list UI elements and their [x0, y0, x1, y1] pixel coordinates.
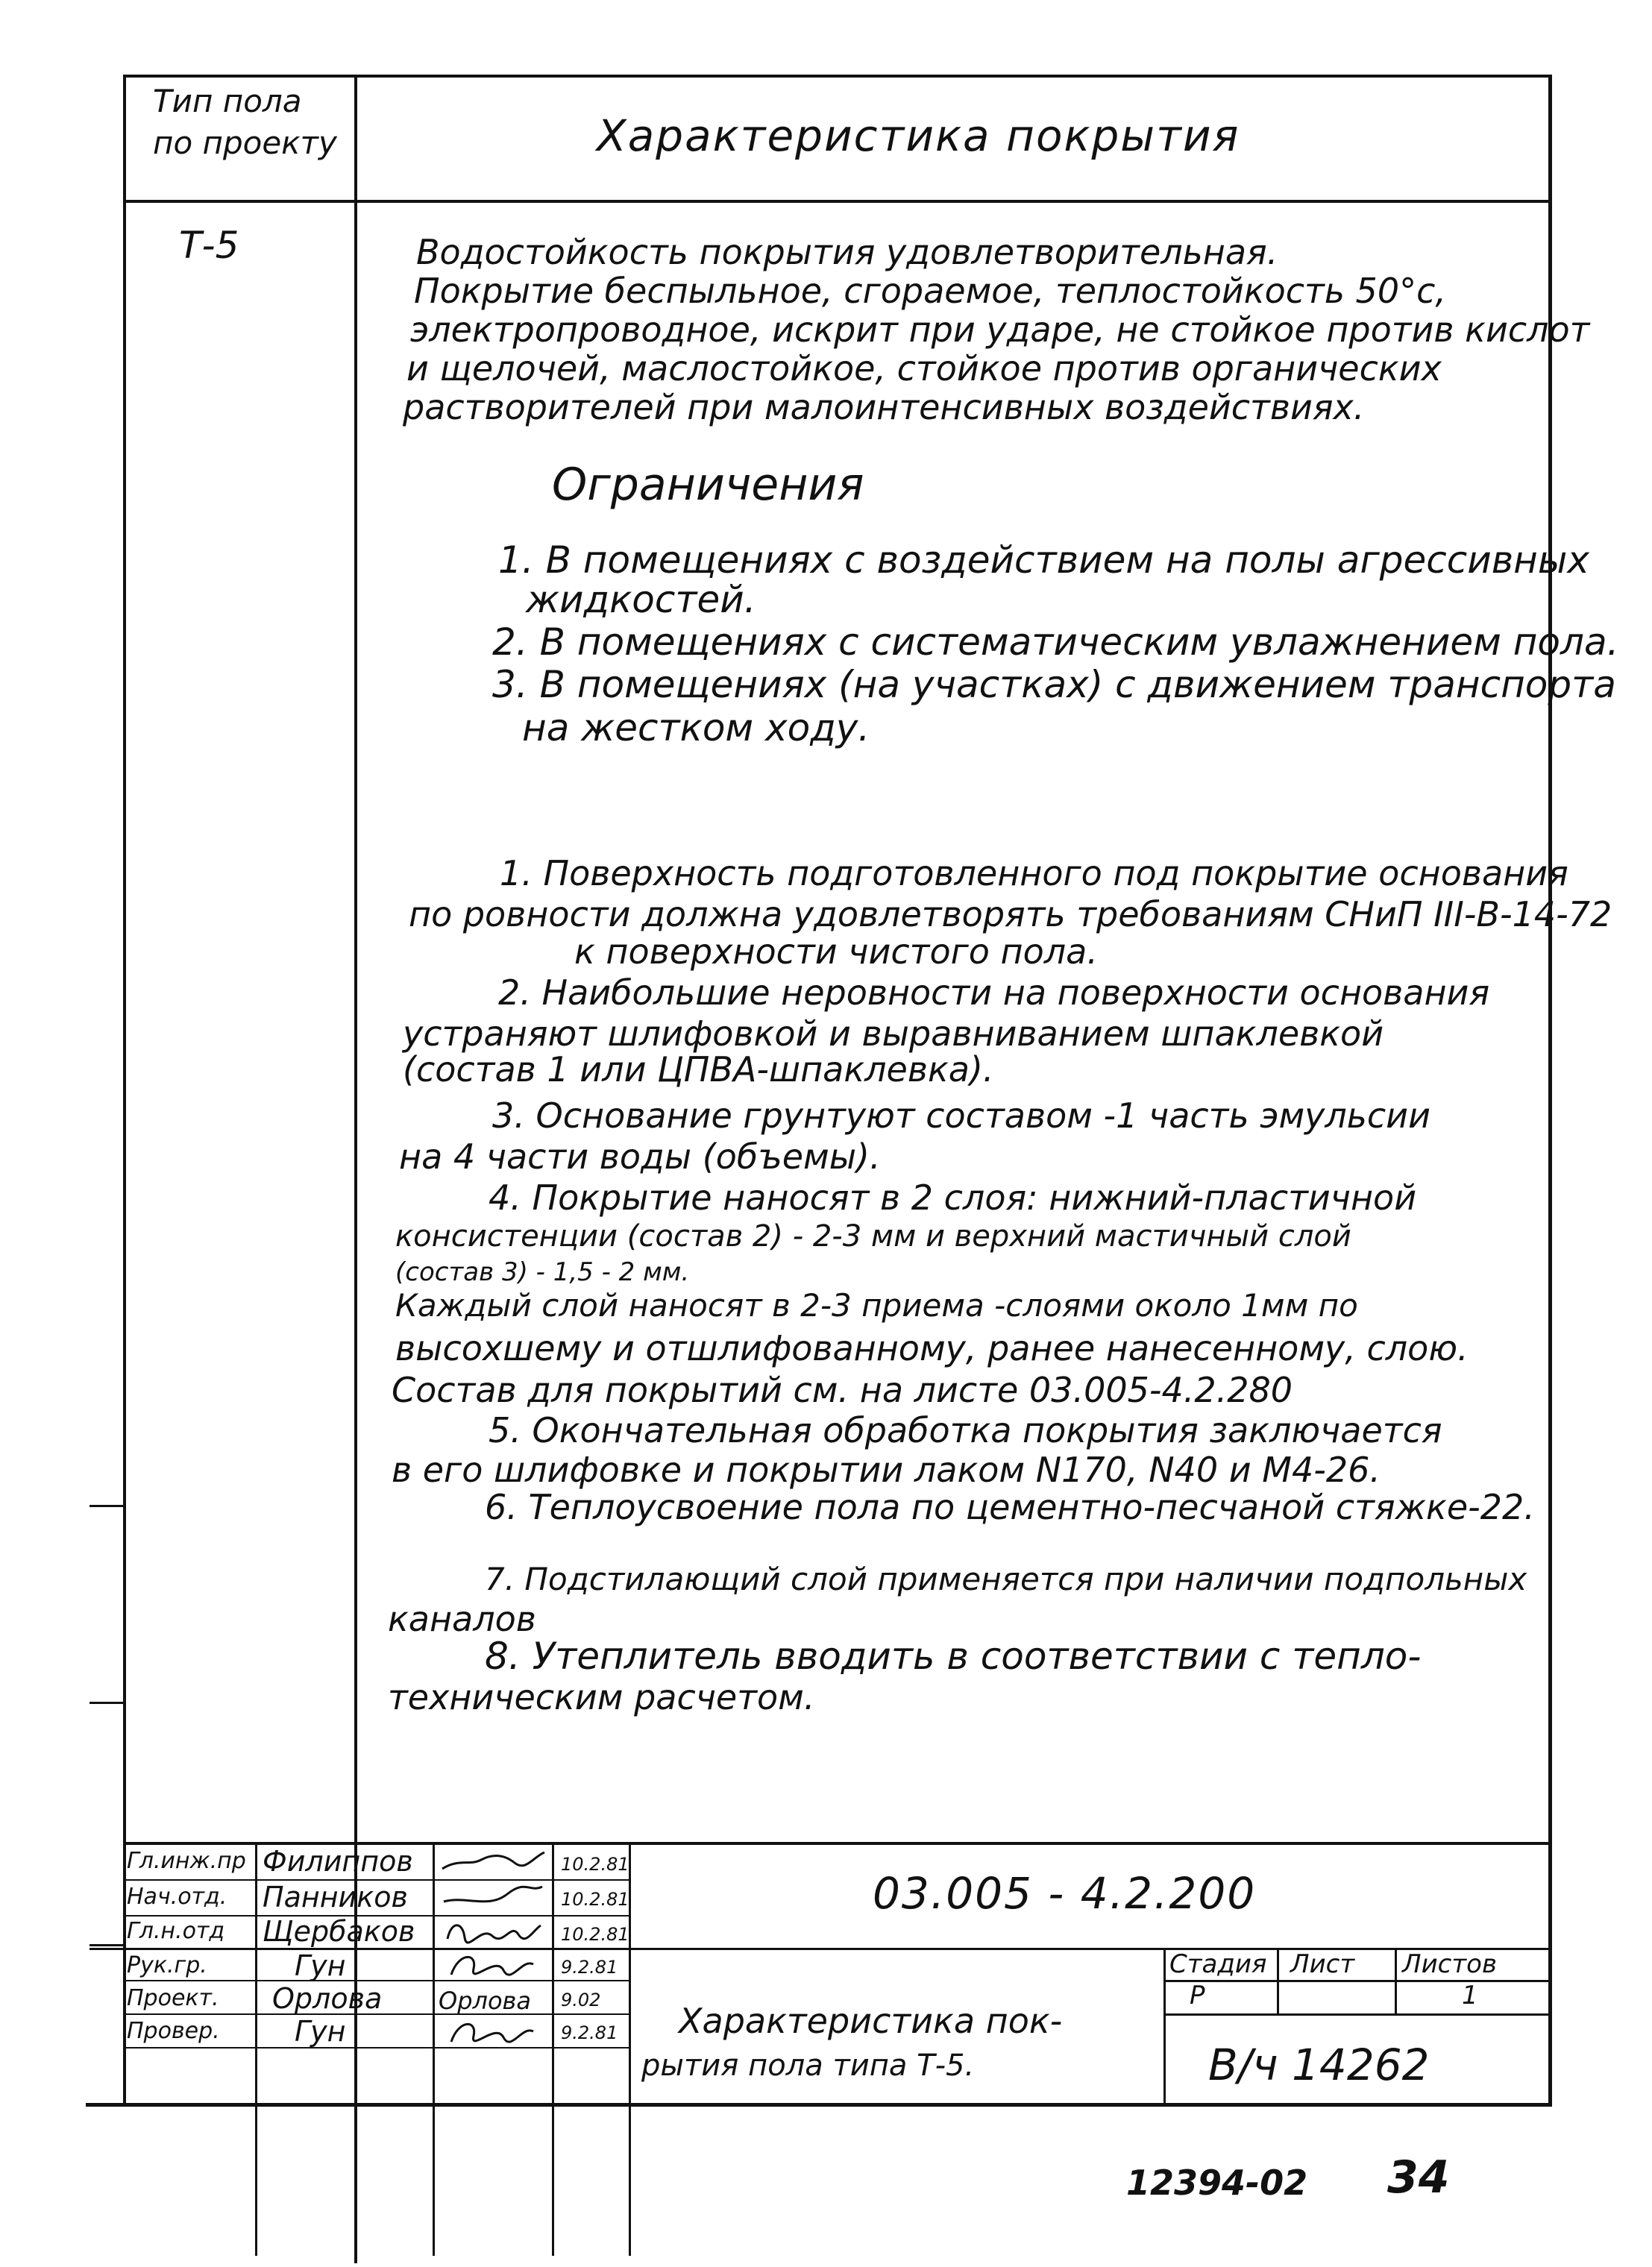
margin-tick [89, 1505, 125, 1507]
stamp-row-line [123, 1980, 630, 1981]
header-type-line1: Тип пола [153, 83, 302, 119]
signature [436, 1915, 548, 1948]
stamp-col-line [552, 1842, 554, 2256]
note-line: высохшему и отшлифованному, ранее нанесенному, слою. [395, 1328, 1469, 1368]
description-line: Покрытие беспыльное, сгораемое, теплостойкость 50°с, [414, 271, 1446, 311]
description-line: электропроводное, искрит при ударе, не стойкое против кислот [410, 309, 1590, 350]
stamp-name: Панников [263, 1881, 408, 1914]
signature [436, 1843, 548, 1878]
note-line: по ровности должна удовлетворять требованиям СНиП III-В-14-72 [409, 894, 1612, 934]
note-line: техническим расчетом. [388, 1677, 815, 1717]
stamp-col-line [255, 1842, 257, 2256]
signature [436, 1879, 548, 1914]
note-line: 4. Покрытие наносят в 2 слоя: нижний-пластичной [489, 1177, 1417, 1218]
note-line: Каждый слой наносят в 2-3 приема -слоями около 1мм по [395, 1287, 1358, 1324]
stamp-col-line [1395, 1948, 1397, 2015]
note-line: 5. Окончательная обработка покрытия заключается [489, 1410, 1442, 1450]
description-line: Водостойкость покрытия удовлетворительная. [416, 232, 1278, 272]
sheet-label: Лист [1290, 1949, 1355, 1979]
stamp-role: Рук.гр. [127, 1952, 207, 1978]
note-line: на 4 части воды (объемы). [399, 1136, 881, 1177]
stamp-date: 9.02 [561, 1990, 601, 2010]
archive-number: 12394-02 [1126, 2163, 1308, 2203]
stage-value: Р [1190, 1981, 1205, 2010]
restriction-item: 1. В помещениях с воздействием на полы агрессивных [498, 538, 1589, 582]
stamp-date: 9.2.81 [561, 2022, 618, 2043]
restriction-item: на жестком ходу. [522, 706, 870, 749]
stamp-col-line [1277, 1948, 1279, 2015]
restriction-item: 2. В помещениях с систематическим увлажнением пола. [492, 620, 1619, 664]
stamp-grid-line [1163, 1980, 1551, 1982]
note-line: 8. Утеплитель вводить в соответствии с тепло- [485, 1635, 1422, 1678]
description-line: растворителей при малоинтенсивных воздействиях. [403, 387, 1365, 427]
signature [436, 2013, 548, 2048]
stamp-role: Гл.инж.пр [127, 1848, 246, 1874]
signature [436, 1948, 548, 1981]
stamp-role: Нач.отд. [127, 1884, 227, 1910]
stamp-date: 10.2.81 [561, 1889, 629, 1910]
description-line: и щелочей, маслостойкое, стойкое против органических [406, 348, 1442, 389]
stamp-title-line1: Характеристика пок- [679, 2001, 1063, 2041]
header-title: Характеристика покрытия [597, 110, 1240, 161]
stamp-date: 10.2.81 [561, 1854, 629, 1875]
frame-left [123, 75, 126, 2103]
stamp-name: Гун [295, 1949, 346, 1982]
stamp-name: Гун [295, 2015, 346, 2048]
header-type-label [153, 81, 347, 164]
stamp-role: Гл.н.отд [127, 1918, 225, 1944]
document-code: 03.005 - 4.2.200 [873, 1868, 1257, 1919]
organization-unit: В/ч 14262 [1208, 2040, 1430, 2090]
margin-tick [89, 1944, 125, 1946]
stamp-signature-text: Орлова [439, 1987, 531, 2015]
note-line: в его шлифовке и покрытии лаком N170, N40 и М4-26. [392, 1450, 1381, 1490]
restriction-item: жидкостей. [526, 578, 756, 621]
stamp-name: Филиппов [263, 1845, 413, 1878]
stamp-role: Проект. [127, 1985, 219, 2011]
note-line: 7. Подстилающий слой применяется при наличии подпольных [485, 1561, 1527, 1597]
frame-top [123, 75, 1551, 78]
note-line: к поверхности чистого пола. [574, 931, 1098, 972]
stamp-role: Провер. [127, 2018, 220, 2044]
note-line: (состав 3) - 1,5 - 2 мм. [395, 1257, 690, 1287]
note-line: 2. Наибольшие неровности на поверхности основания [498, 972, 1490, 1013]
note-line: устраняют шлифовкой и выравниванием шпаклевкой [403, 1013, 1384, 1054]
frame-right [1548, 75, 1552, 2107]
header-type-line2: по проекту [153, 125, 337, 161]
restriction-item: 3. В помещениях (на участках) с движением транспорта [492, 663, 1616, 706]
stamp-name: Орлова [272, 1982, 383, 2015]
note-line: 3. Основание грунтуют составом -1 часть эмульсии [492, 1095, 1430, 1136]
sheets-label: Листов [1402, 1949, 1498, 1979]
note-line: каналов [388, 1599, 536, 1639]
sheets-value: 1 [1462, 1981, 1478, 2010]
stage-label: Стадия [1169, 1949, 1267, 1979]
restrictions-heading: Ограничения [552, 459, 864, 511]
stamp-title [641, 1999, 1062, 2088]
margin-tick [89, 1702, 125, 1704]
note-line: 1. Поверхность подготовленного под покрытие основания [500, 853, 1568, 893]
stamp-name: Щербаков [263, 1915, 415, 1948]
header-divider [123, 200, 1551, 203]
note-line: консистенции (состав 2) - 2-3 мм и верхний мастичный слой [395, 1219, 1351, 1254]
stamp-title-line2: рытия пола типа Т-5. [641, 2049, 975, 2083]
stamp-row-line [123, 2047, 630, 2049]
stamp-col-line [433, 1842, 435, 2256]
note-line: (состав 1 или ЦПВА-шпаклевка). [403, 1049, 994, 1090]
frame-bottom [86, 2103, 1552, 2107]
stamp-grid-line [1163, 2013, 1551, 2016]
note-line: Состав для покрытий см. на листе 03.005-4.2.280 [392, 1370, 1293, 1410]
stamp-date: 9.2.81 [561, 1957, 618, 1978]
stamp-col-line [1163, 1948, 1166, 2104]
note-line: 6. Теплоусвоение пола по цементно-песчаной стяжке-22. [485, 1487, 1535, 1527]
stamp-date: 10.2.81 [561, 1924, 629, 1945]
page-number: 34 [1387, 2151, 1450, 2204]
floor-type-code: Т-5 [179, 224, 239, 267]
